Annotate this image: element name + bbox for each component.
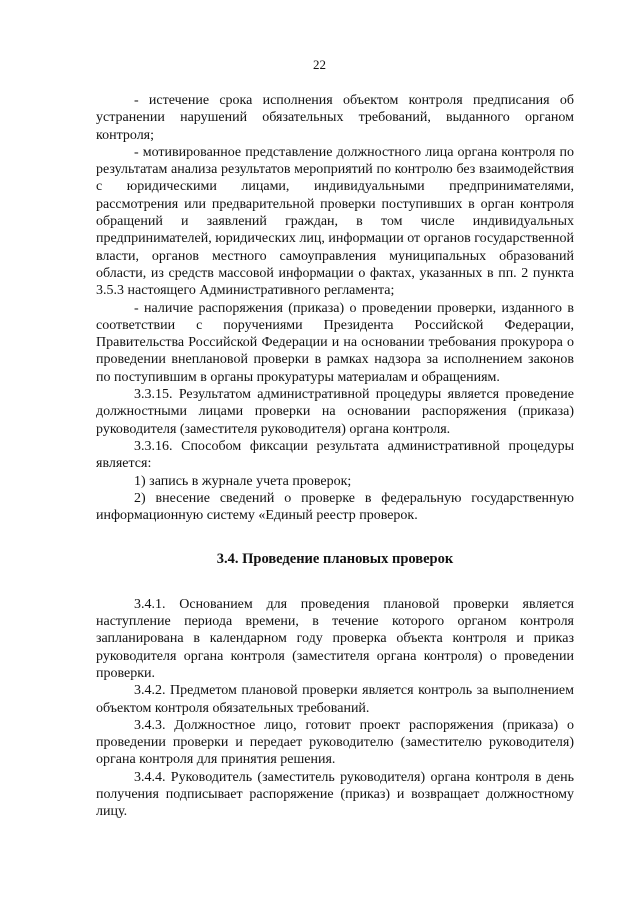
section-heading: 3.4. Проведение плановых проверок [216,551,454,568]
paragraph-3-4-3: 3.4.3. Должностное лицо, готовит проект распоряжения (приказа) о проведении проверки и передает руководителю (заместителю руководителя) органа контроля для принятия решения. [96,717,574,768]
paragraph-3-3-16: 3.3.16. Способом фиксации результата административной процедуры является: [96,438,574,472]
paragraph-3-3-15: 3.3.15. Результатом административной процедуры является проведение должностными лицами проверки на основании распоряжения (приказа) руководителя (заместителя руководителя) органа контроля. [96,387,574,437]
page-number: 22 [313,57,326,72]
paragraph-motivated-submission: - мотивированное представление должностного лица органа контроля по результатам анализа результатов мероприятий по контролю без взаимодействия с юридическими лицами, индивидуальными предпринимателями, рассмотрения или предварительной проверки поступивших в орган контроля обращений и заявлений граждан, в том числе индивидуальных предпринимателей, юридических лиц, информации от органов государственной власти, органов местного самоуправления муниципальных образований области, из средств массовой информации о фактах, указанных в пп. 2 пункта 3.5.3 настоящего Административного регламента; [96,144,574,299]
list-item-2: 2) внесение сведений о проверке в федеральную государственную информационную систему «Единый реестр проверок. [96,490,574,524]
document-body [96,92,574,821]
paragraph-3-4-4: 3.4.4. Руководитель (заместитель руководителя) органа контроля в день получения подписывает распоряжение (приказ) и возвращает должностному лицу. [96,769,574,820]
paragraph-control-expiry: - истечение срока исполнения объектом контроля предписания об устранении нарушений обязательных требований, выданного органом контроля; [96,93,574,143]
paragraph-3-4-2: 3.4.2. Предметом плановой проверки является контроль за выполнением объектом контроля обязательных требований. [96,683,574,716]
paragraph-order-instruction: - наличие распоряжения (приказа) о проведении проверки, изданного в соответствии с поручениями Президента Российской Федерации, Правительства Российской Федерации и на основании требования прокурора о проведении внеплановой проверки в рамках надзора за исполнением законов по поступившим в органы прокуратуры материалам и обращениям. [96,300,574,385]
paragraph-3-4-1: 3.4.1. Основанием для проведения плановой проверки является наступление периода времени, в течение которого органом контроля запланирована в календарном году проверка объекта контроля и приказ руководителя органа контроля (заместителя органа контроля) о проведении проверки. [96,596,574,681]
list-item-1: 1) запись в журнале учета проверок; [134,473,352,489]
